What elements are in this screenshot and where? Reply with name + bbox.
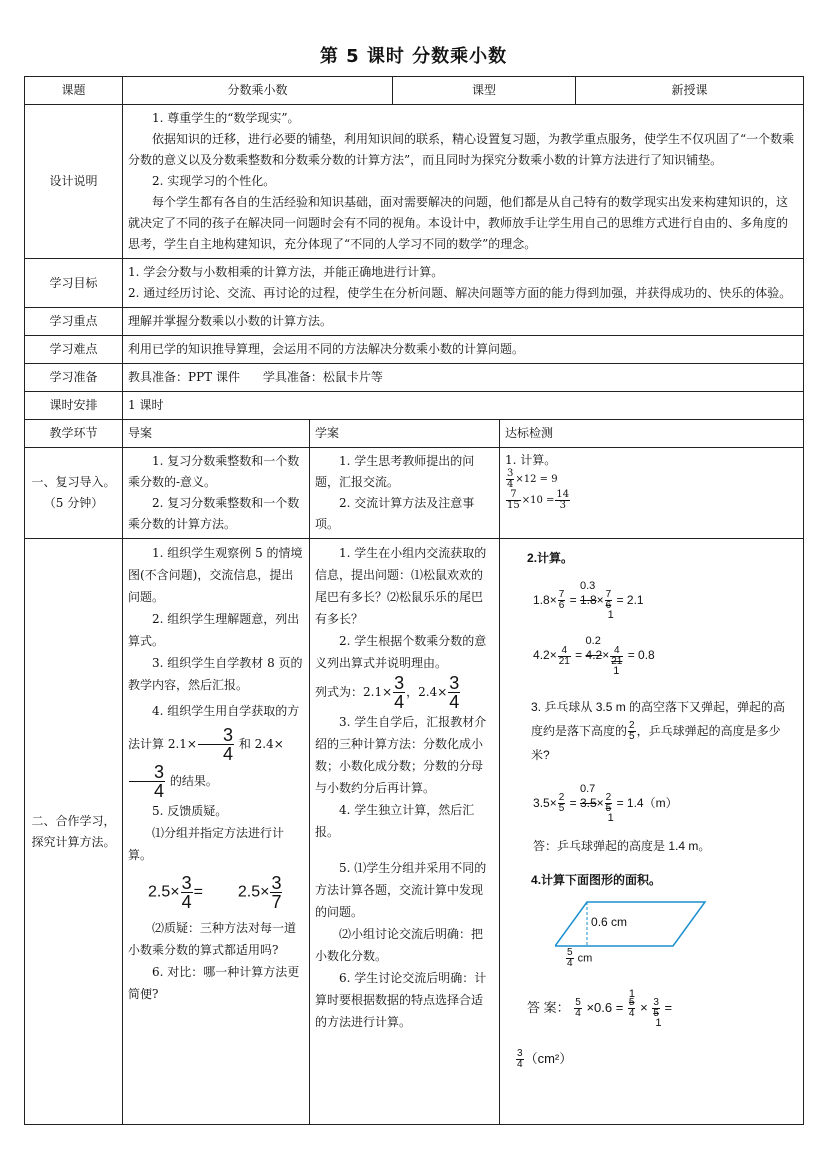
type-label: 课型 <box>393 77 576 105</box>
fraction: $\frac{3}{4}$ <box>517 1048 523 1071</box>
sec2-guide-1: 1. 组织学生观察例 5 的情境图(不含问题)，交流信息，提出问题。 <box>128 546 303 604</box>
cancel-term: $\frac{2}{5}$ 1 <box>605 791 614 824</box>
section-1-row <box>25 448 804 539</box>
cancel-term: $\frac{3}{5}$ 1 <box>653 997 662 1030</box>
prep-label: 学习准备 <box>25 364 123 392</box>
difficulty-label: 学习难点 <box>25 336 123 364</box>
fraction: $\frac{4}{21}$ <box>558 644 570 667</box>
key-label: 学习重点 <box>25 308 123 336</box>
col-guide: 导案 <box>123 420 310 448</box>
sec1-check-title: 1. 计算。 <box>505 453 557 467</box>
column-header-row <box>25 420 804 448</box>
check4-title: 4.计算下面图形的面积。 <box>531 872 662 887</box>
sec2-learn-5b: ⑵小组讨论交流后明确：把小数化分数。 <box>315 927 484 963</box>
sec2-guide-4: 4. 组织学生用自学获取的方法计算 2.1× $\frac{3}{4}$ 和 2.4× $\frac{3}{4}$ 的结果。 <box>128 704 300 801</box>
check2-eq2: 4.2× $\frac{4}{21}$ = 0.2 4.2× $\frac{4}{21}$ 1 = 0.8 <box>533 635 655 677</box>
sec2-learn-2: 2. 学生根据个数乘分数的意义列出算式并说明理由。 <box>315 634 487 670</box>
fraction: $\frac{7}{15}$ <box>507 489 520 511</box>
schedule-label: 课时安排 <box>25 392 123 420</box>
fraction: $\frac{3}{4}$ <box>449 673 460 712</box>
base-label: $\frac{5}{4}$ cm <box>567 946 593 969</box>
cancel-term: 0.7 3.5 <box>579 782 597 810</box>
design-p4: 每个学生都有各自的生活经验和知识基础，面对需要解决的问题，他们都是从自己特有的数学现实出发来构建知识的，这就决定了不同的孩子在解决同一问题时会有不同的视角。本设计中，教师放手让学生用自己的思维方式进行自由的、多角度的思考，学生自主地构建知识，充分体现了“不同的人学习不同的数学”的理念。 <box>128 195 789 251</box>
difficulty-text: 利用已学的知识推导算理，会运用不同的方法解决分数乘小数的计算问题。 <box>123 336 804 364</box>
check3-text: 3. 乒乓球从 3.5 m 的高空落下又弹起，弹起的高度约是落下高度的 $\frac{2}{5}$ ，乒乓球弹起的高度是多少米? <box>531 699 786 762</box>
check2-eq1: 1.8× $\frac{7}{6}$ = 0.3 1.8× $\frac{7}{6}$ 1 = 2.1 <box>533 580 644 622</box>
height-label: 0.6 cm <box>591 914 628 929</box>
sec2-guide-5: 5. 反馈质疑。 <box>152 804 228 818</box>
topic-value: 分数乘小数 <box>123 77 393 105</box>
cancel-term: 1 $\frac{5}{4}$ <box>628 987 636 1020</box>
prep-row <box>25 364 804 392</box>
sec2-guide-2: 2. 组织学生理解题意，列出算式。 <box>128 612 300 648</box>
goals-content <box>123 259 804 308</box>
topic-label: 课题 <box>25 77 123 105</box>
fraction: $\frac{14}{3}$ <box>556 489 570 511</box>
fraction: $\frac{3}{4}$ <box>198 726 234 763</box>
sec1-eq1: $\frac{3}{4}$ ×12 = 9 <box>507 468 558 490</box>
sec2-learn <box>310 539 500 1125</box>
lesson-plan-table <box>24 76 804 1125</box>
cancel-term: 0.2 4.2 <box>585 635 603 663</box>
fraction: $\frac{3}{4}$ <box>394 673 405 712</box>
schedule-text: 1 课时 <box>123 392 804 420</box>
fraction: $\frac{2}{5}$ <box>629 719 635 742</box>
header-row <box>25 77 804 105</box>
sec1-learn-2: 2. 交流计算方法及注意事项。 <box>315 496 475 531</box>
sec2-learn-5: 5. ⑴学生分组并采用不同的方法计算各题，交流计算中发现的问题。 <box>315 861 487 919</box>
cancel-term: $\frac{7}{6}$ 1 <box>605 589 614 622</box>
check4-answer: 答 案： $\frac{5}{4}$ ×0.6 = 1 $\frac{5}{4}$ × $\frac{3}{5}$ 1 = <box>527 987 673 1030</box>
sec1-eq2: $\frac{7}{15}$ ×10 = $\frac{14}{3}$ <box>507 489 570 511</box>
schedule-row <box>25 392 804 420</box>
sec2-guide-5a: ⑴分组并指定方法进行计算。 <box>128 826 285 862</box>
cancel-term: $\frac{4}{21}$ 1 <box>611 644 623 677</box>
col-stage: 教学环节 <box>25 420 123 448</box>
sec1-label-b: （5 分钟） <box>43 496 104 510</box>
sec2-learn-6: 6. 学生讨论交流后明确：计算时要根据数据的特点选择合适的方法进行计算。 <box>315 971 487 1029</box>
prep-text: 教具准备：PPT 课件 学具准备：松鼠卡片等 <box>123 364 804 392</box>
type-value: 新授课 <box>576 77 804 105</box>
sec1-guide <box>123 448 310 539</box>
sec2-check <box>500 539 804 1125</box>
sec2-learn-formula: 列式为：2.1× $\frac{3}{4}$ ，2.4× $\frac{3}{4}$ <box>315 673 460 712</box>
sec1-check <box>500 448 804 539</box>
design-p2: 依据知识的迁移，进行必要的铺垫，利用知识间的联系，精心设置复习题，为教学重点服务，使学生不仅巩固了“一个数乘分数的意义以及分数乘整数和分数乘分数的计算方法”，而且同时为探究分数乘小数的计算方法进行了知识铺垫。 <box>128 132 795 167</box>
parallelogram-figure <box>505 894 798 970</box>
check4-result: $\frac{3}{4}$ （cm²） <box>517 1048 573 1071</box>
col-check: 达标检测 <box>500 420 804 448</box>
section-2-row <box>25 539 804 1125</box>
design-label: 设计说明 <box>25 105 123 259</box>
fraction: $\frac{5}{4}$ <box>575 997 581 1020</box>
check3-eq: 3.5× $\frac{2}{5}$ = 0.7 3.5× $\frac{2}{5}$ 1 = 1.4（m） <box>533 782 678 824</box>
design-p1: 1. 尊重学生的“数学现实”。 <box>152 111 300 125</box>
sec1-guide-1: 1. 复习分数乘整数和一个数乘分数的-意义。 <box>128 454 300 489</box>
fraction: $\frac{3}{4}$ <box>129 763 165 800</box>
col-learn: 学案 <box>310 420 500 448</box>
page-title: 第 5 课时 分数乘小数 <box>319 46 508 67</box>
cancel-term: 0.3 1.8 <box>579 580 597 607</box>
difficulty-row <box>25 336 804 364</box>
sec2-guide-6: 6. 对比：哪一种计算方法更简便? <box>128 965 300 1001</box>
fraction: $\frac{7}{6}$ <box>558 589 565 612</box>
goal-1: 1. 学会分数与小数相乘的计算方法，并能正确地进行计算。 <box>128 265 444 279</box>
check2-title: 2.计算。 <box>527 551 574 565</box>
fraction: $\frac{2}{5}$ <box>558 791 565 814</box>
fraction: $\frac{3}{4}$ <box>181 873 192 912</box>
sec2-guide-3: 3. 组织学生自学教材 8 页的教学内容，然后汇报。 <box>128 656 303 692</box>
fraction: $\frac{3}{7}$ <box>271 873 282 912</box>
sec2-guide-exprs: 2.5× $\frac{3}{4}$ = 2.5× $\frac{3}{7}$ <box>148 873 282 912</box>
key-row <box>25 308 804 336</box>
sec2-learn-4: 4. 学生独立计算，然后汇报。 <box>315 803 475 839</box>
sec2-label: 二、合作学习，探究计算方法。 <box>25 539 123 1125</box>
sec1-learn <box>310 448 500 539</box>
fraction: $\frac{3}{4}$ <box>507 468 514 490</box>
goal-2: 2. 通过经历讨论、交流、再讨论的过程，使学生在分析问题、解决问题等方面的能力得到加强，并获得成功的、快乐的体验。 <box>128 286 792 300</box>
key-text: 理解并掌握分数乘以小数的计算方法。 <box>123 308 804 336</box>
goals-label: 学习目标 <box>25 259 123 308</box>
sec2-learn-3: 3. 学生自学后，汇报教材介绍的三种计算方法：分数化成小数；小数化成分数；分数的分母与小数约分后再计算。 <box>315 715 487 795</box>
goals-row <box>25 259 804 308</box>
check3-answer: 答：乒乓球弹起的高度是 1.4 m。 <box>533 838 711 853</box>
design-p3: 2. 实现学习的个性化。 <box>152 174 276 188</box>
sec1-label <box>25 448 123 539</box>
sec1-label-a: 一、复习导入。 <box>31 475 116 489</box>
sec1-learn-1: 1. 学生思考教师提出的问题，汇报交流。 <box>315 454 475 489</box>
sec1-guide-2: 2. 复习分数乘整数和一个数乘分数的计算方法。 <box>128 496 300 531</box>
sec2-guide-5b: ⑵质疑：三种方法对每一道小数乘分数的算式都适用吗? <box>128 921 297 957</box>
sec2-guide <box>123 539 310 1125</box>
design-row <box>25 105 804 259</box>
sec2-learn-1: 1. 学生在小组内交流获取的信息，提出问题：⑴松鼠欢欢的尾巴有多长？⑵松鼠乐乐的尾巴有多长？ <box>315 546 487 626</box>
design-content <box>123 105 804 259</box>
